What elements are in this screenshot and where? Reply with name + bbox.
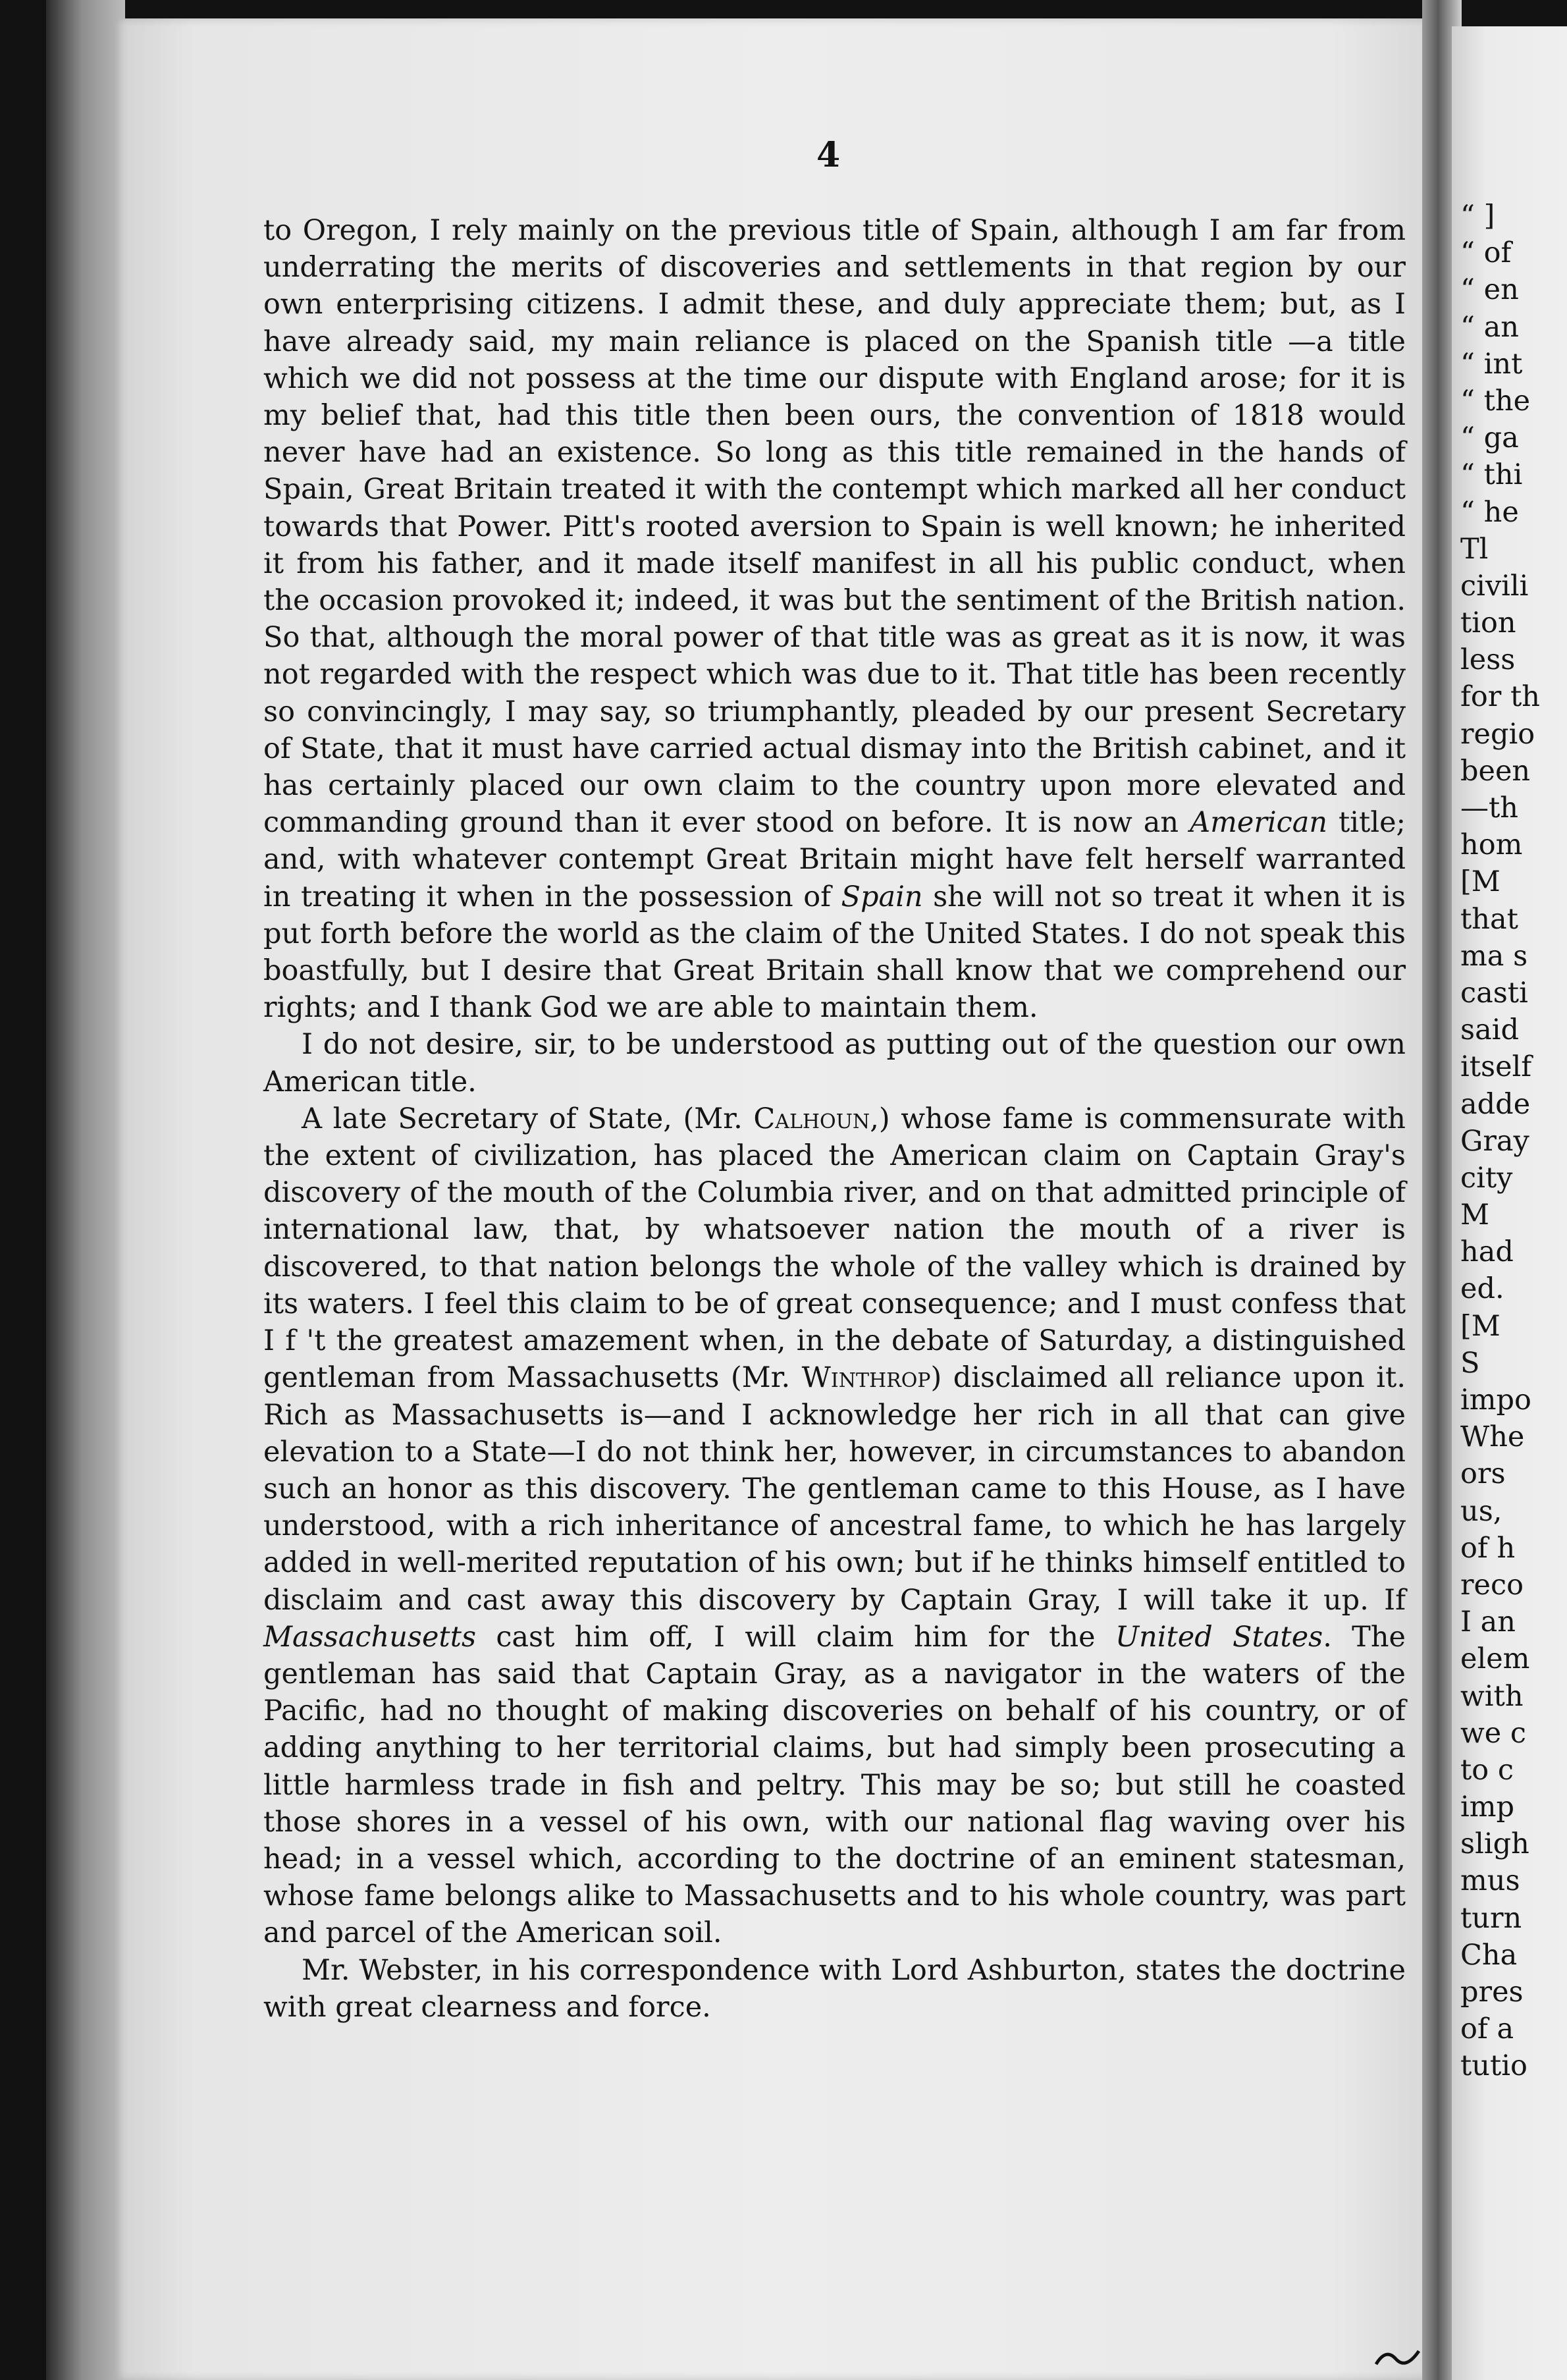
adjacent-page-line: reco — [1460, 1568, 1524, 1602]
binding-gutter — [46, 0, 125, 2380]
small-caps-name: Calhoun — [753, 1102, 870, 1135]
paragraph — [263, 1026, 1406, 1100]
italic-text: American — [1190, 806, 1328, 840]
adjacent-page-line: adde — [1460, 1087, 1531, 1121]
italic-text: United States — [1115, 1620, 1323, 1654]
italic-text: Spain — [841, 880, 923, 913]
adjacent-page-line: “ the — [1460, 384, 1531, 418]
adjacent-page-line: we c — [1460, 1716, 1527, 1750]
adjacent-page-line: with — [1460, 1679, 1524, 1713]
adjacent-page-line: “ an — [1460, 310, 1519, 344]
adjacent-page-line: of a — [1460, 2013, 1514, 2046]
adjacent-page-line: pres — [1460, 1976, 1524, 2009]
text-run: ) disclaimed all reliance upon it. Rich as Massachusetts is—and I acknowledge her rich in all that can give elevation to a State—I do not think her, however, in circumstances to abandon such an honor as this discovery. The gentleman came to this House, as I have understood, with a rich inheritance of ancestral fame, to which he has largely added in well-merited reputation of his own; but if he thinks himself entitled to disclaim and cast away this discovery by Captain Gray, I will take it up. If — [263, 1361, 1406, 1617]
adjacent-page-line: “ int — [1460, 347, 1523, 381]
adjacent-page-line: us, — [1460, 1494, 1502, 1528]
adjacent-page-line: said — [1460, 1014, 1519, 1047]
adjacent-page-line: had — [1460, 1235, 1514, 1269]
page-number: 4 — [816, 135, 841, 175]
adjacent-page-line: M — [1460, 1199, 1490, 1232]
adjacent-page-line: city — [1460, 1161, 1513, 1195]
adjacent-page-line: for th — [1460, 680, 1541, 714]
adjacent-page-line: sligh — [1460, 1827, 1529, 1861]
adjacent-page-line: “ ] — [1460, 200, 1495, 232]
adjacent-page-line: ors — [1460, 1457, 1506, 1491]
text-run: Mr. Webster, in his correspondence with Lord Ashburton, states the doctrine with great clearness and force. — [263, 1953, 1406, 2024]
adjacent-page-line: [M — [1460, 1309, 1501, 1343]
adjacent-page-line: Whe — [1460, 1420, 1525, 1454]
adjacent-page-line: “ he — [1460, 495, 1519, 529]
adjacent-page-line: regio — [1460, 717, 1535, 751]
body-text — [263, 212, 1406, 2026]
adjacent-page-line: imp — [1460, 1791, 1515, 1824]
adjacent-page-line: hom — [1460, 828, 1523, 862]
text-run: . The gentleman has said that Captain Gray, as a navigator in the waters of the Pacific, had no thought of making discoveries on behalf of his country, or of adding anything to her territorial claims, but had simply been prosecuting a little harmless trade in fish and peltry. This may be so; but still he coasted those shores in a vessel of his own, with our national flag waving over his head; in a vessel which, according to the doctrine of an eminent statesman, whose fame belongs alike to Massachusetts and to his whole country, was part and parcel of the American soil. — [263, 1620, 1406, 1950]
adjacent-page-line: less — [1460, 643, 1516, 677]
adjacent-page-line: tion — [1460, 607, 1516, 640]
adjacent-page-line: impo — [1460, 1384, 1531, 1417]
scan-artifact-mark — [1373, 2344, 1425, 2371]
adjacent-page-line: I an — [1460, 1606, 1516, 1639]
text-run: A late Secretary of State, (Mr. — [302, 1102, 754, 1135]
text-run: to Oregon, I rely mainly on the previous title of Spain, although I am far from underrating the merits of discoveries and settlements in that region by our own enterprising citizens. I admit these, and duly appreciate them; but, as I have already said, my main reliance is placed on the Spanish title —a title which we did not possess at the time our dispute with England arose; for it is my belief that, had this title then been ours, the convention of 1818 would never have had an existence. So long as this title remained in the hands of Spain, Great Britain treated it with the contempt which marked all her conduct towards that Power. Pitt's rooted aversion to Spain is well known; he inherited it from his father, and it made itself manifest in all his public conduct, when the occasion provoked it; indeed, it was but the sentiment of the British nation. So that, although the moral power of that title was as great as it is now, it was not regarded with the respect which was due to it. That title has been recently so convincingly, I may say, so triumphantly, pleaded by our present Secretary of State, that it must have carried actual dismay into the British cabinet, and it has certainly placed our own claim to the country upon more elevated and commanding ground than it ever stood on before. It is now an — [263, 214, 1406, 840]
adjacent-page-line: “ thi — [1460, 458, 1523, 492]
adjacent-page-line: turn — [1460, 1901, 1522, 1935]
adjacent-page-line: —th — [1460, 792, 1518, 825]
adjacent-page-line: of h — [1460, 1531, 1516, 1565]
italic-text: Massachusetts — [263, 1620, 477, 1654]
adjacent-page-line: [M — [1460, 865, 1501, 899]
text-run: she will not so treat it when it is put forth before the world as the claim of the United States. I do not speak this boastfully, but I desire that Great Britain shall know that we comprehend our rights; and I thank God we are able to maintain them. — [263, 880, 1406, 1025]
adjacent-page-line: tutio — [1460, 2049, 1527, 2083]
adjacent-page-line: been — [1460, 754, 1531, 788]
adjacent-page-line: Gray — [1460, 1124, 1529, 1158]
adjacent-page-line: Cha — [1460, 1938, 1518, 1972]
adjacent-page-line: casti — [1460, 976, 1528, 1010]
adjacent-page-line: that — [1460, 902, 1518, 936]
adjacent-page-line: ma s — [1460, 939, 1528, 973]
text-run: ,) whose fame is commensurate with the extent of civilization, has placed the American claim on Captain Gray's discovery of the mouth of the Columbia river, and on that admitted principle of international law, that, by whatsoever nation the mouth of a river is discovered, to that nation belongs the whole of the valley which is drained by its waters. I feel this claim to be of great consequence; and I must confess that I f 't the greatest amazement when, in the debate of Saturday, a distinguished gentleman from Massachusetts (Mr. — [263, 1102, 1406, 1395]
adjacent-page-text — [1460, 198, 1567, 2085]
text-run: I do not desire, sir, to be understood as putting out of the question our own American title. — [263, 1028, 1406, 1098]
text-run: cast him off, I will claim him for the — [476, 1620, 1115, 1654]
adjacent-page-line: “ of — [1460, 236, 1512, 270]
adjacent-page-line: to c — [1460, 1753, 1514, 1787]
adjacent-page-line: ed. — [1460, 1272, 1504, 1306]
adjacent-page-line: “ en — [1460, 273, 1519, 307]
adjacent-page-line: elem — [1460, 1642, 1530, 1676]
adjacent-page-line: civili — [1460, 569, 1529, 603]
paragraph — [263, 212, 1406, 1026]
paragraph — [263, 1100, 1406, 1952]
text-run: title; and, with whatever contempt Great Britain might have felt herself warranted in treating it when in the possession of — [263, 806, 1406, 913]
paragraph — [263, 1952, 1406, 2026]
small-caps-name: Winthrop — [801, 1361, 931, 1395]
adjacent-page-line: S — [1460, 1346, 1480, 1380]
adjacent-page-line: “ ga — [1460, 421, 1519, 455]
adjacent-page-line: Tl — [1460, 532, 1489, 566]
adjacent-page-line: mus — [1460, 1864, 1520, 1898]
adjacent-page-line: itself — [1460, 1050, 1532, 1084]
